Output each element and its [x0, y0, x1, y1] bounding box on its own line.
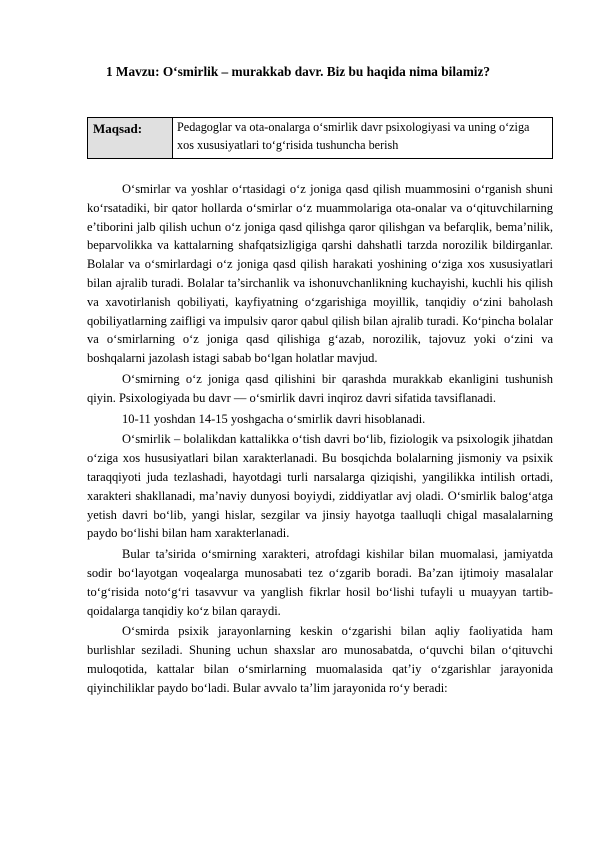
document-title: 1 Mavzu: O‘smirlik – murakkab davr. Biz bu haqida nima bilamiz? — [105, 64, 491, 79]
paragraph: 10-11 yoshdan 14-15 yoshgacha o‘smirlik davri hisoblanadi. — [122, 411, 426, 426]
paragraph: O‘smirda psixik jarayonlarning keskin o‘zgarishi bilan aqliy faoliyatida ham burlishlar seziladi. Shuning uchun shaxslar aro munosabatda, o‘quvchi bilan o‘qituvchi muloqotida, kattalar bilan o‘smirlarning muomalasida qat’iy o‘zgarishlar jarayonida qiyinchiliklar paydo bo‘ladi. Bular avvalo ta’lim jarayonida ro‘y beradi: — [87, 624, 553, 695]
paragraph: O‘smirlar va yoshlar o‘rtasidagi o‘z joniga qasd qilish muammosini o‘rganish shuni ko‘rsatadiki, bir qator hollarda o‘smirlar o‘z muammolariga ota-onalar va o‘qituvchilarning e’tiborini jalb qilish uchun o‘z joniga qasd qilishga qaror qilishgan va befarqlik, bema’nilik, beparvolikka va kattalarning shafqatsizligiga qarshi dahshatli tarzda norozilik bildirganlar. Bolalar va o‘smirlardagi o‘z joniga qasd qilish harakati yoshining o‘ziga xos xususiyatlari bilan ajralib turadi. Bolalar ta’sirchanlik va ishonuvchanlikning kuchayishi, kuchli his qilish va xavotirlanish qobiliyati, kayfiyatning o‘zgarishiga moyillik, tanqidiy o‘zini baholash qobiliyatlarning zaifligi va impulsiv qaror qabul qilish bilan ajralib turadi. Ko‘pincha bolalar va o‘smirlarning o‘z joniga qasd qilishiga g‘azab, norozilik, tajovuz yoki o‘zini va boshqalarni jazolash istagi sabab bo‘lgan holatlar mavjud. — [87, 182, 553, 366]
paragraph: Bular ta’sirida o‘smirning xarakteri, atrofdagi kishilar bilan muomalasi, jamiyatda sodir bo‘layotgan voqealarga munosabati tez o‘zgarib boradi. Ba’zan ijtimoiy masalalar to‘g‘risida noto‘g‘ri tasavvur va yanglish fikrlar hosil bo‘lishi tufayli u muayyan tartib-qoidalarga tanqidiy ko‘z bilan qaraydi. — [87, 547, 553, 618]
goal-text: Pedagoglar va ota-onalarga o‘smirlik davr psixologiyasi va uning o‘ziga xos xususiyatlari to‘g‘risida tushuncha berish — [177, 120, 530, 152]
goal-label: Maqsad: — [88, 118, 173, 158]
paragraph: O‘smirning o‘z joniga qasd qilishini bir qarashda murakkab ekanligini tushunish qiyin. Psixologiyada bu davr — o‘smirlik davri inqiroz davri sifatida tavsiflanadi. — [87, 371, 553, 405]
document-body — [87, 180, 553, 698]
paragraph: O‘smirlik – bolalikdan kattalikka o‘tish davri bo‘lib, fiziologik va psixologik jihatdan o‘ziga xos hususiyatlari bilan xarakterlanadi. Bu bosqichda bolalarning jismoniy va psixik taraqqiyoti juda tezlashadi, hayotdagi turli narsalarga qiziqishi, yangilikka intilish ortadi, xarakteri shakllanadi, ma’naviy dunyosi boyiydi, ziddiyatlar avj oladi. O‘smirlik balog‘atga yetish davri bo‘lib, yangi hislar, sezgilar va jinsiy hayotga taalluqli chigal masalalarning paydo bo‘lishi bilan ham xarakterlanadi. — [87, 432, 553, 541]
goal-table — [87, 117, 553, 159]
